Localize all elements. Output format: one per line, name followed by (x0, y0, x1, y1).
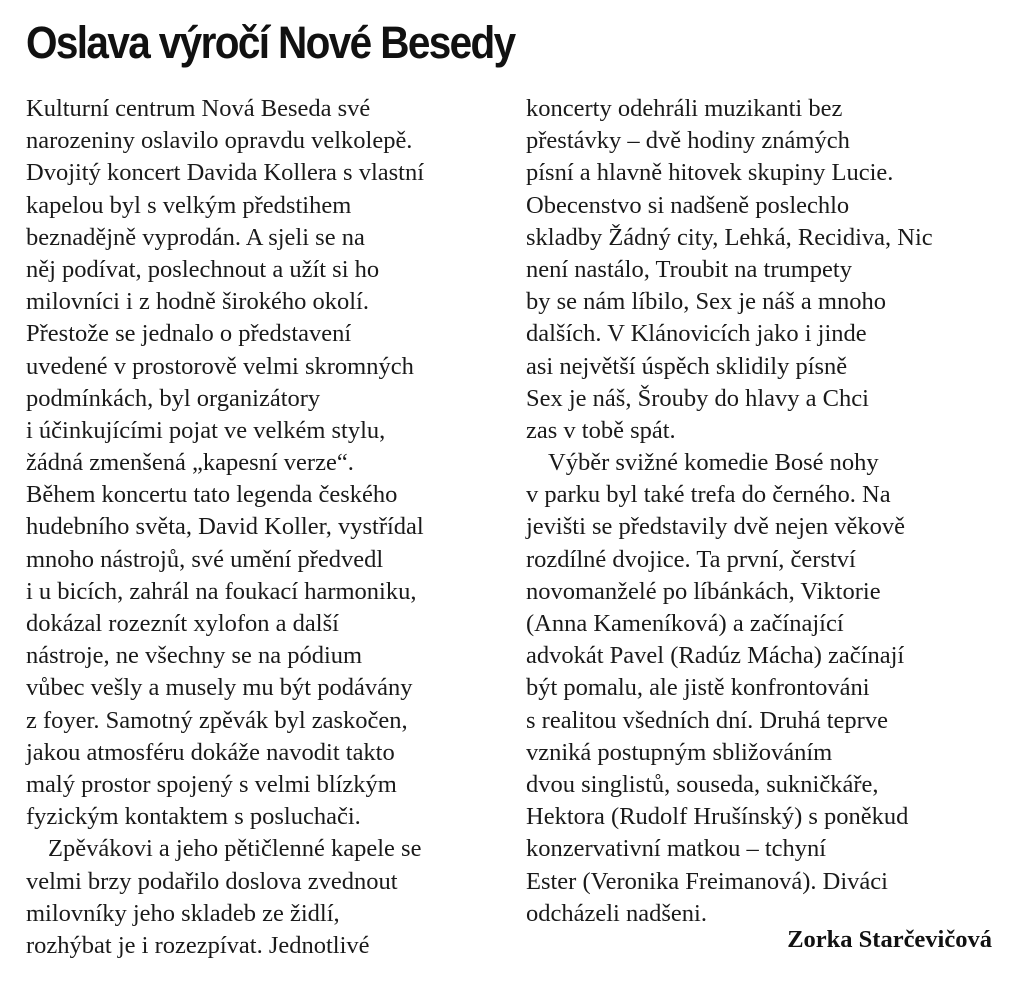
article-text-line: vůbec vešly a musely mu být podávány (26, 674, 413, 702)
article-text-line: skladby Žádný city, Lehká, Recidiva, Nic (526, 223, 933, 251)
article-text-line: dokázal rozeznít xylofon a další (26, 610, 339, 637)
article-text-line: mnoho nástrojů, své umění předvedl (26, 545, 384, 573)
article-text-line: dvou singlistů, souseda, sukničkáře, (526, 770, 879, 798)
article-text-line: narozeniny oslavilo opravdu velkolepě. (26, 127, 413, 155)
article-column-right (526, 93, 996, 930)
article-text-line: Sex je náš, Šrouby do hlavy a Chci (526, 384, 869, 412)
article-text-line: dalších. V Klánovicích jako i jinde (526, 320, 867, 348)
article-text-line: žádná zmenšená „kapesní verze“. (26, 449, 354, 477)
article-column-left (26, 93, 494, 962)
article-text-line: rozhýbat je i rozezpívat. Jednotlivé (26, 931, 370, 959)
article-text-line: Ester (Veronika Freimanová). Diváci (526, 867, 888, 895)
article-text-line: advokát Pavel (Radúz Mácha) začínají (526, 642, 905, 670)
article-text-line: Dvojitý koncert Davida Kollera s vlastní (26, 159, 425, 187)
article-text-line: velmi brzy podařilo doslova zvednout (26, 867, 398, 895)
article-text-line: uvedené v prostorově velmi skromných (26, 352, 414, 380)
article-text-line: z foyer. Samotný zpěvák byl zaskočen, (26, 706, 408, 734)
article-text-line: jakou atmosféru dokáže navodit takto (26, 738, 395, 766)
article-text-line: vzniká postupným sbližováním (526, 738, 833, 766)
article-text-line: Obecenstvo si nadšeně poslechlo (526, 191, 850, 219)
article-text-line: jevišti se představily dvě nejen věkově (526, 513, 905, 541)
article-text-line: i účinkujícími pojat ve velkém stylu, (26, 416, 386, 444)
article-text-line: odcházeli nadšeni. (526, 899, 707, 927)
article-text-line: Přestože se jednalo o představení (26, 320, 352, 348)
article-text-line: Hektora (Rudolf Hrušínský) s poněkud (526, 803, 909, 831)
article-text-line: Zpěvákovi a jeho pětičlenné kapele se (48, 835, 422, 863)
article-author: Zorka Starčevičová (787, 926, 992, 953)
article-text-line: konzervativní matkou – tchyní (526, 835, 827, 863)
article-text-line: asi největší úspěch sklidily písně (526, 352, 848, 380)
article-text-line: (Anna Kameníková) a začínající (526, 610, 844, 637)
article-text-line: by se nám líbilo, Sex je náš a mnoho (526, 288, 886, 316)
article-text-line: podmínkách, byl organizátory (26, 384, 321, 412)
article-text-line: koncerty odehráli muzikanti bez (526, 95, 843, 122)
article-text-line: malý prostor spojený s velmi blízkým (26, 770, 397, 798)
article-text-line: kapelou byl s velkým předstihem (26, 191, 352, 219)
article-text-line: novomanželé po líbánkách, Viktorie (526, 577, 881, 605)
article-text-line: Během koncertu tato legenda českého (26, 481, 398, 509)
article-text-line: rozdílné dvojice. Ta první, čerství (526, 545, 856, 573)
article-text-line: nástroje, ne všechny se na pódium (26, 642, 363, 670)
article-title: Oslava výročí Nové Besedy (26, 17, 515, 68)
article-text-line: přestávky – dvě hodiny známých (526, 127, 850, 155)
article-text-line: milovníci i z hodně širokého okolí. (26, 288, 369, 316)
article-text-line: být pomalu, ale jistě konfrontováni (526, 674, 870, 702)
article-text-line: fyzickým kontaktem s posluchači. (26, 803, 361, 831)
article-text-line: Kulturní centrum Nová Beseda své (26, 95, 371, 122)
article-text-line: něj podívat, poslechnout a užít si ho (26, 255, 380, 283)
article-text-line: milovníky jeho skladeb ze židlí, (26, 899, 340, 927)
article-text-line: písní a hlavně hitovek skupiny Lucie. (526, 159, 894, 187)
article-text-line: není nastálo, Troubit na trumpety (526, 255, 852, 283)
article-text-line: beznadějně vyprodán. A sjeli se na (26, 223, 365, 251)
article-text-line: s realitou všedních dní. Druhá teprve (526, 706, 888, 734)
article-text-line: hudebního světa, David Koller, vystřídal (26, 513, 424, 541)
article-text-line: Výběr svižné komedie Bosé nohy (548, 449, 879, 477)
article-text-line: i u bicích, zahrál na foukací harmoniku, (26, 577, 417, 605)
article-text-line: zas v tobě spát. (526, 416, 676, 444)
article-text-line: v parku byl také trefa do černého. Na (526, 481, 891, 509)
